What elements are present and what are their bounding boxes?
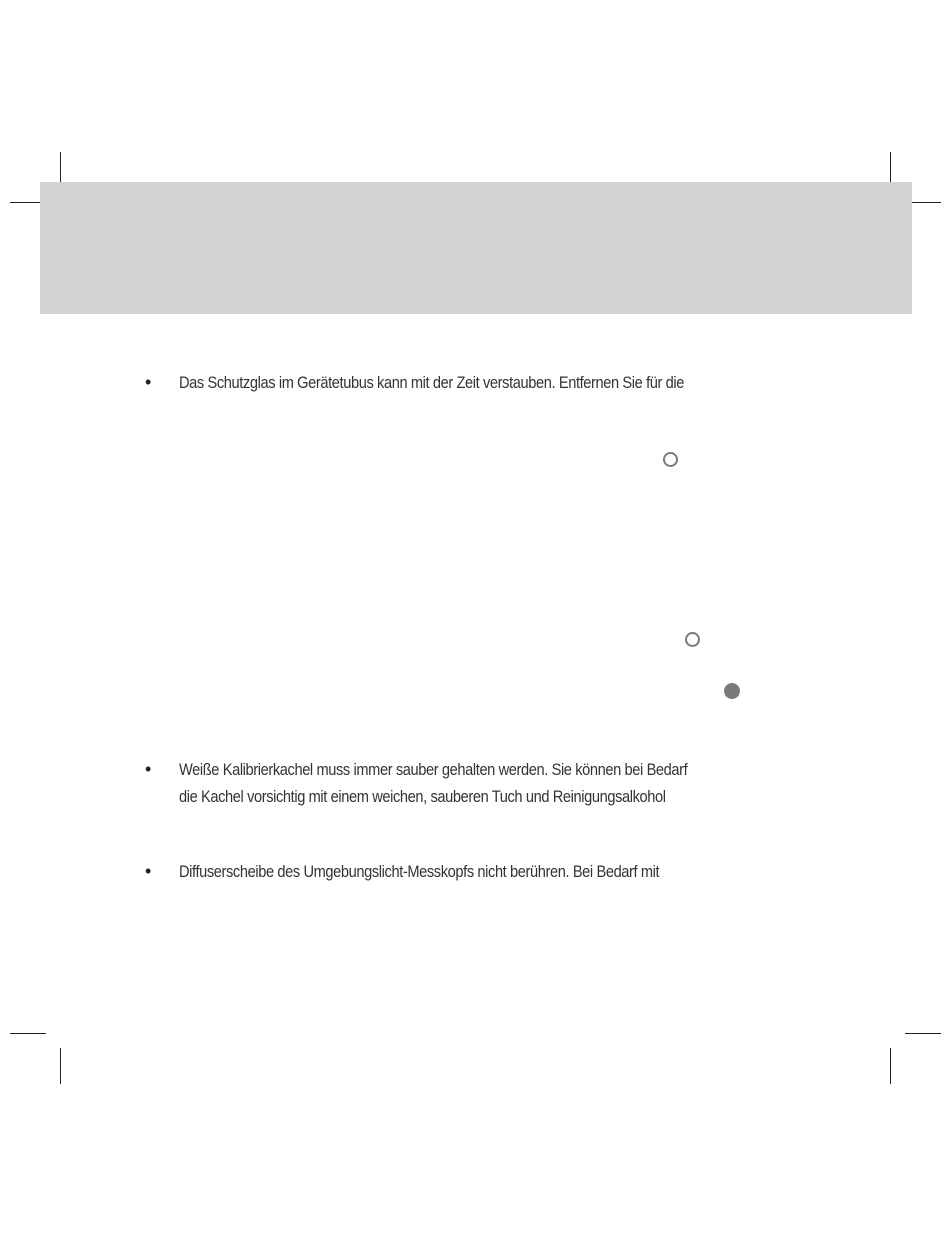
- marker-filled-icon: [724, 683, 740, 699]
- bullet-line: Diffuserscheibe des Umgebungslicht-Messkopfs nicht berühren. Bei Bedarf mit: [179, 862, 660, 881]
- bullet-dot: •: [145, 759, 152, 779]
- bullet-text: [179, 369, 738, 396]
- bullet-line: die Kachel vorsichtig mit einem weichen, sauberen Tuch und Reinigungsalkohol: [179, 787, 666, 806]
- bullet-dot: •: [145, 861, 152, 881]
- header-band: [40, 182, 912, 314]
- crop-mark-bottom-left-horizontal: [10, 1033, 46, 1034]
- bullet-text: [179, 858, 738, 885]
- bullet-text: [179, 756, 738, 810]
- crop-mark-bottom-left-vertical: [60, 1048, 61, 1084]
- bullet-dot: •: [145, 372, 152, 392]
- bullet-line: Weiße Kalibrierkachel muss immer sauber gehalten werden. Sie können bei Bedarf: [179, 760, 688, 779]
- bullet-line: Das Schutzglas im Gerätetubus kann mit der Zeit verstauben. Entfernen Sie für die: [179, 373, 684, 392]
- marker-ring-icon: [663, 452, 678, 467]
- crop-mark-bottom-right-vertical: [890, 1048, 891, 1084]
- marker-ring-icon: [685, 632, 700, 647]
- crop-mark-bottom-right-horizontal: [905, 1033, 941, 1034]
